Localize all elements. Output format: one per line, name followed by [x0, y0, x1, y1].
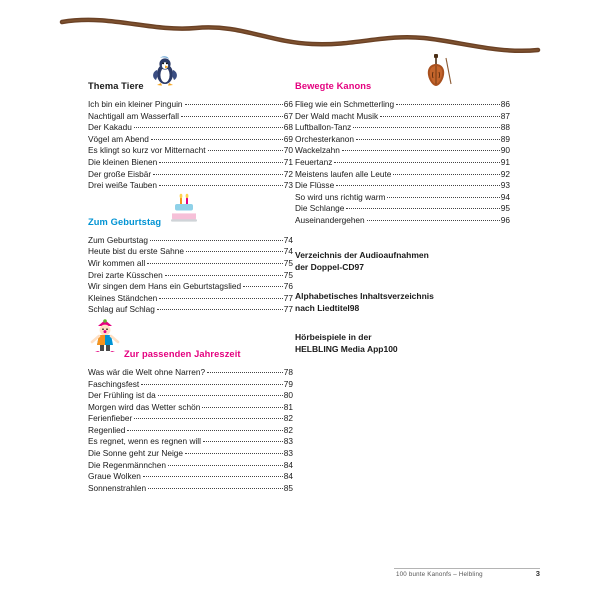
- section-zum-geburtstag: [88, 214, 293, 316]
- toc-entry-page: 84: [283, 459, 293, 470]
- toc-entry[interactable]: [88, 134, 293, 146]
- appendix-page: 100: [383, 344, 398, 355]
- footer-divider: [394, 568, 540, 569]
- toc-entry-page: 74: [283, 246, 293, 257]
- toc-entry[interactable]: [295, 111, 510, 123]
- toc-entry-title: Orchesterkanon: [295, 133, 355, 144]
- footer-title: 100 bunte Kanonfs – Helbling: [396, 571, 483, 578]
- leader-dots: [396, 99, 500, 105]
- leader-dots: [148, 483, 283, 489]
- toc-entry[interactable]: [88, 111, 293, 123]
- toc-entry-page: 77: [283, 292, 293, 303]
- toc-entry-title: Was wär die Welt ohne Narren?: [88, 366, 206, 377]
- toc-entry-title: Kleines Ständchen: [88, 292, 158, 303]
- toc-entry-title: Es klingt so kurz vor Mitternacht: [88, 145, 206, 156]
- toc-entry-page: 91: [500, 156, 510, 167]
- toc-entry-title: Heute bist du erste Sahne: [88, 246, 184, 257]
- toc-entry[interactable]: [295, 122, 510, 134]
- toc-entry-page: 71: [283, 156, 293, 167]
- appendix-line-2-row: [295, 302, 510, 315]
- toc-entry-title: Der Frühling ist da: [88, 390, 156, 401]
- appendix-page: 98: [349, 303, 360, 314]
- toc-entry[interactable]: [88, 436, 293, 448]
- leader-dots: [158, 390, 283, 396]
- leader-dots: [336, 180, 500, 186]
- toc-entry[interactable]: [88, 448, 293, 460]
- leader-dots: [185, 99, 283, 105]
- toc-entry-title: Die Sonne geht zur Neige: [88, 448, 184, 459]
- toc-entry-page: 66: [283, 99, 293, 109]
- appendix-line-1: Hörbeispiele in der: [295, 331, 372, 342]
- leader-dots: [203, 436, 283, 442]
- toc-entry-page: 72: [283, 168, 293, 179]
- toc-list-jahreszeit: [88, 367, 293, 495]
- toc-entry-title: Drei zarte Küsschen: [88, 269, 163, 280]
- toc-list-geburtstag: [88, 235, 293, 316]
- leader-dots: [141, 379, 283, 385]
- leader-dots: [181, 111, 283, 117]
- leader-dots: [387, 192, 499, 198]
- toc-entry[interactable]: [88, 122, 293, 134]
- leader-dots: [165, 270, 283, 276]
- section-thema-tiere: [88, 78, 293, 192]
- toc-entry-page: 79: [283, 378, 293, 389]
- leader-dots: [159, 157, 283, 163]
- toc-entry-page: 68: [283, 122, 293, 133]
- leader-dots: [356, 134, 500, 140]
- toc-entry[interactable]: [88, 379, 293, 391]
- appendix-line-1: Verzeichnis der Audioaufnahmen: [295, 249, 429, 260]
- toc-entry-title: Wir singen dem Hans ein Geburtstagslied: [88, 281, 242, 292]
- toc-entry-page: 67: [283, 110, 293, 121]
- leader-dots: [202, 402, 282, 408]
- toc-entry-title: Die Flüsse: [295, 180, 335, 191]
- toc-entry[interactable]: [88, 169, 293, 181]
- leader-dots: [159, 293, 283, 299]
- toc-entry-page: 75: [283, 257, 293, 268]
- toc-entry[interactable]: [88, 460, 293, 472]
- toc-entry[interactable]: [295, 180, 510, 192]
- section-title: Zum Geburtstag: [88, 216, 162, 227]
- toc-entry-title: Schlag auf Schlag: [88, 304, 155, 315]
- toc-entry[interactable]: [295, 134, 510, 146]
- toc-entry-page: 90: [500, 145, 510, 156]
- toc-entry-page: 93: [500, 180, 510, 191]
- toc-entry-page: 83: [283, 448, 293, 459]
- section-header: [88, 78, 293, 92]
- leader-dots: [208, 145, 283, 151]
- toc-entry[interactable]: [295, 145, 510, 157]
- toc-entry-page: 85: [283, 482, 293, 493]
- toc-column-left: [88, 78, 293, 494]
- cello-illustration: [420, 54, 454, 88]
- appendix-entry-audioaufnahmen[interactable]: [295, 249, 510, 274]
- toc-entry-page: 69: [283, 133, 293, 144]
- appendix-line-2-row: [295, 343, 510, 356]
- toc-entry-title: Feuertanz: [295, 156, 333, 167]
- toc-entry[interactable]: [295, 157, 510, 169]
- leader-dots: [393, 169, 499, 175]
- toc-entry-title: Wackelzahn: [295, 145, 340, 156]
- toc-entry[interactable]: [88, 390, 293, 402]
- toc-entry-title: Ich bin ein kleiner Pinguin: [88, 99, 183, 109]
- leader-dots: [168, 460, 283, 466]
- toc-entry-page: 92: [500, 168, 510, 179]
- toc-entry-title: So wird uns richtig warm: [295, 191, 386, 202]
- toc-entry-title: Vögel am Abend: [88, 133, 149, 144]
- section-title: Bewegte Kanons: [295, 81, 372, 91]
- leader-dots: [150, 235, 283, 241]
- leader-dots: [147, 258, 283, 264]
- toc-entry-title: Der große Eisbär: [88, 168, 152, 179]
- page-footer: [88, 568, 540, 582]
- toc-list-kanons: [295, 99, 510, 227]
- leader-dots: [134, 413, 282, 419]
- toc-entry-title: Regenlied: [88, 424, 126, 435]
- section-title: Zur passenden Jahreszeit: [124, 348, 241, 359]
- section-header: [295, 78, 510, 92]
- leader-dots: [243, 281, 283, 287]
- leader-dots: [346, 203, 499, 209]
- toc-entry-page: 82: [283, 424, 293, 435]
- leader-dots: [151, 134, 283, 140]
- toc-entry-page: 95: [500, 203, 510, 214]
- toc-entry[interactable]: [295, 169, 510, 181]
- toc-entry[interactable]: [88, 157, 293, 169]
- toc-entry[interactable]: [88, 483, 293, 495]
- toc-entry-page: 73: [283, 180, 293, 191]
- toc-entry-title: Nachtigall am Wasserfall: [88, 110, 179, 121]
- toc-entry-page: 96: [500, 214, 510, 225]
- toc-entry-page: 81: [283, 401, 293, 412]
- decorative-rope-divider: [0, 8, 600, 68]
- toc-entry[interactable]: [88, 99, 293, 111]
- toc-entry[interactable]: [88, 145, 293, 157]
- appendix-line-2: der Doppel-CD: [295, 262, 355, 273]
- leader-dots: [134, 122, 283, 128]
- section-bewegte-kanons: [295, 78, 510, 227]
- toc-entry-title: Luftballon-Tanz: [295, 122, 352, 133]
- toc-entry[interactable]: [295, 203, 510, 215]
- leader-dots: [127, 425, 282, 431]
- toc-entry-page: 86: [500, 99, 510, 109]
- page-number: 3: [535, 569, 540, 578]
- toc-entry-title: Die kleinen Bienen: [88, 156, 158, 167]
- toc-entry[interactable]: [295, 215, 510, 227]
- leader-dots: [143, 471, 283, 477]
- clown-illustration: [90, 318, 120, 352]
- toc-entry-title: Auseinandergehen: [295, 214, 365, 225]
- toc-entry-title: Der Wald macht Musik: [295, 110, 379, 121]
- section-zur-passenden-jahreszeit: [88, 346, 293, 495]
- leader-dots: [186, 246, 283, 252]
- toc-entry[interactable]: [88, 471, 293, 483]
- toc-entry-title: Faschingsfest: [88, 378, 140, 389]
- toc-entry[interactable]: [88, 402, 293, 414]
- toc-entry-title: Die Regenmännchen: [88, 459, 166, 470]
- toc-entry-page: 77: [283, 304, 293, 315]
- appendix-entry-inhaltsverzeichnis[interactable]: [295, 290, 510, 315]
- toc-entry[interactable]: [88, 304, 293, 316]
- toc-entry[interactable]: [88, 425, 293, 437]
- toc-entry-title: Ferienfieber: [88, 413, 133, 424]
- appendix-line-2: nach Liedtitel: [295, 303, 350, 314]
- toc-entry-title: Meistens laufen alle Leute: [295, 168, 392, 179]
- toc-entry-page: 80: [283, 390, 293, 401]
- toc-entry-title: Es regnet, wenn es regnen will: [88, 436, 201, 447]
- toc-entry-title: Die Schlange: [295, 203, 345, 214]
- toc-entry-page: 76: [283, 281, 293, 292]
- toc-entry[interactable]: [88, 281, 293, 293]
- toc-entry-page: 82: [283, 413, 293, 424]
- toc-entry-page: 83: [283, 436, 293, 447]
- birthday-cake-illustration: [166, 192, 202, 224]
- appendix-line-2-row: [295, 261, 510, 274]
- leader-dots: [185, 448, 283, 454]
- penguin-illustration: [148, 56, 182, 86]
- leader-dots: [159, 180, 283, 186]
- toc-entry[interactable]: [88, 258, 293, 270]
- toc-entry[interactable]: [295, 99, 510, 111]
- toc-entry[interactable]: [88, 246, 293, 258]
- toc-entry-page: 84: [283, 471, 293, 482]
- toc-entry[interactable]: [88, 235, 293, 247]
- toc-entry-page: 87: [500, 110, 510, 121]
- toc-entry[interactable]: [88, 367, 293, 379]
- toc-entry[interactable]: [295, 192, 510, 204]
- toc-entry-page: 78: [283, 366, 293, 377]
- table-of-contents: [0, 78, 600, 578]
- toc-entry-page: 70: [283, 145, 293, 156]
- toc-entry-title: Morgen wird das Wetter schön: [88, 401, 201, 412]
- leader-dots: [157, 304, 283, 310]
- toc-entry-title: Wir kommen all: [88, 257, 146, 268]
- toc-column-right: [295, 78, 510, 372]
- toc-entry-title: Der Kakadu: [88, 122, 132, 133]
- leader-dots: [334, 157, 499, 163]
- appendix-line-2: HELBLING Media App: [295, 344, 384, 355]
- leader-dots: [380, 111, 500, 117]
- toc-entry[interactable]: [88, 180, 293, 192]
- toc-entry-title: Flieg wie ein Schmetterling: [295, 99, 395, 109]
- leader-dots: [153, 169, 283, 175]
- section-title: Thema Tiere: [88, 81, 144, 91]
- toc-entry-page: 89: [500, 133, 510, 144]
- leader-dots: [207, 367, 283, 373]
- toc-entry-page: 74: [283, 234, 293, 245]
- toc-entry[interactable]: [88, 293, 293, 305]
- leader-dots: [342, 145, 500, 151]
- toc-entry-page: 94: [500, 191, 510, 202]
- toc-list-tiere: [88, 99, 293, 192]
- leader-dots: [353, 122, 499, 128]
- appendix-entry-media-app[interactable]: [295, 331, 510, 356]
- toc-entry-title: Graue Wolken: [88, 471, 141, 482]
- toc-entry-title: Drei weiße Tauben: [88, 180, 158, 191]
- appendix-page: 97: [354, 262, 364, 273]
- toc-entry-title: Sonnenstrahlen: [88, 482, 147, 493]
- toc-entry-page: 75: [283, 269, 293, 280]
- appendix-line-1: Alphabetisches Inhaltsverzeichnis: [295, 290, 434, 301]
- toc-entry[interactable]: [88, 270, 293, 282]
- toc-entry[interactable]: [88, 413, 293, 425]
- toc-entry-page: 88: [500, 122, 510, 133]
- leader-dots: [367, 215, 500, 221]
- toc-entry-title: Zum Geburtstag: [88, 234, 148, 245]
